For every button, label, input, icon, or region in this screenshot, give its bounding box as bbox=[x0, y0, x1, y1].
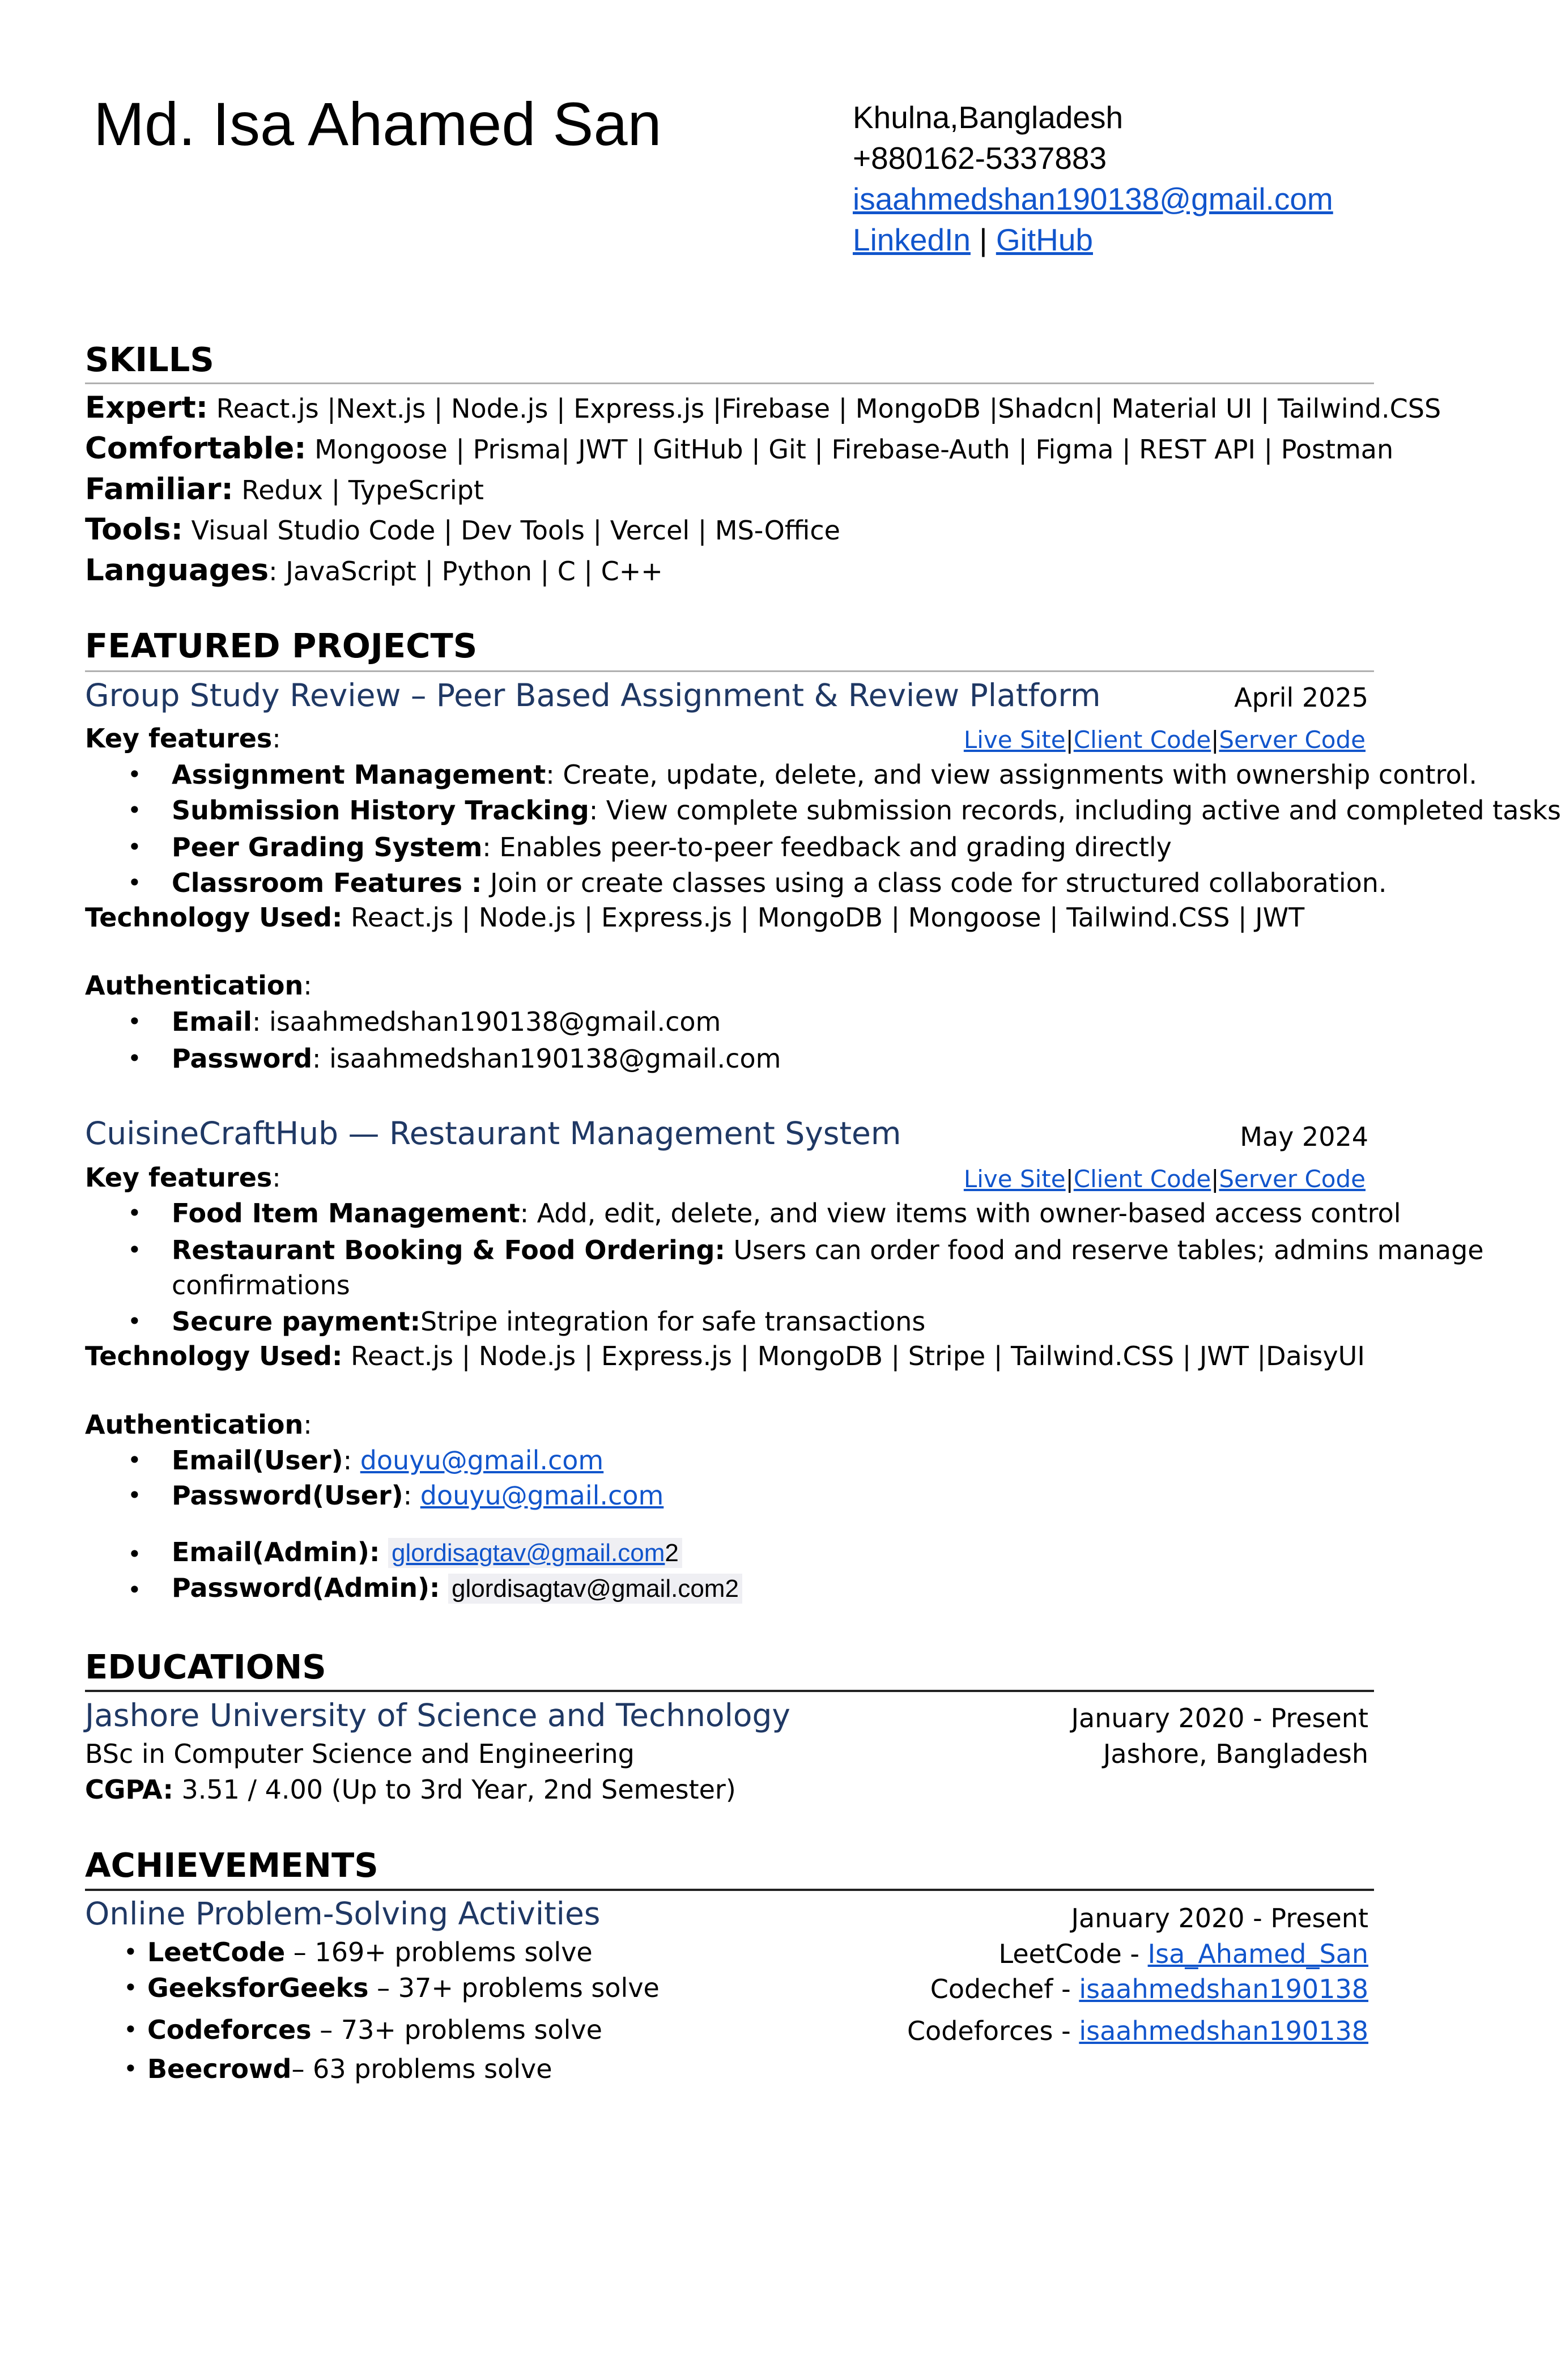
project1-bullet bbox=[172, 795, 1561, 826]
auth-label: Authentication bbox=[85, 970, 304, 1001]
project1-auth-item bbox=[172, 1043, 781, 1074]
project1-key-features bbox=[85, 723, 281, 754]
bullet-bold: Peer Grading System bbox=[172, 832, 483, 862]
skills-row-tools bbox=[85, 512, 840, 547]
project2-auth-admin bbox=[172, 1572, 742, 1603]
codeforces-profile-link[interactable]: isaahmedshan190138 bbox=[1079, 2016, 1368, 2046]
auth-item-value: : isaahmedshan190138@gmail.com bbox=[312, 1043, 781, 1074]
skills-label: Comfortable: bbox=[85, 431, 307, 466]
bullet-icon: • bbox=[127, 1044, 142, 1072]
bullet-icon: • bbox=[127, 760, 142, 788]
bullet-icon: • bbox=[127, 1008, 142, 1035]
bullet-icon: • bbox=[127, 1481, 142, 1509]
link-separator: | bbox=[1065, 726, 1074, 754]
auth-item-label: Password bbox=[172, 1043, 312, 1074]
admin-password-value: glordisagtav@gmail.com2 bbox=[448, 1574, 742, 1604]
bullet-text: : Create, update, delete, and view assignments with ownership control. bbox=[546, 759, 1477, 790]
project1-title: Group Study Review – Peer Based Assignment & Review Platform bbox=[85, 677, 1101, 713]
project2-title: CuisineCraftHub — Restaurant Management System bbox=[85, 1115, 901, 1151]
project2-auth-user bbox=[172, 1445, 604, 1476]
user-password-link[interactable]: douyu@gmail.com bbox=[420, 1480, 664, 1511]
auth-item-label: Email bbox=[172, 1006, 252, 1037]
bullet-icon: • bbox=[124, 1938, 138, 1966]
bullet-icon: • bbox=[127, 796, 142, 824]
key-features-label: Key features bbox=[85, 1162, 273, 1193]
bullet-icon: • bbox=[127, 869, 142, 896]
bullet-icon: • bbox=[127, 1576, 142, 1604]
skills-value: Mongoose | Prisma| JWT | GitHub | Git | Firebase-Auth | Figma | REST API | Postman bbox=[306, 434, 1394, 465]
skills-value: React.js |Next.js | Node.js | Express.js |Firebase | MongoDB |Shadcn| Material UI | Tailwind.CSS bbox=[207, 393, 1441, 424]
project2-auth-user bbox=[172, 1480, 664, 1511]
bullet-icon: • bbox=[127, 1236, 142, 1264]
project1-links bbox=[964, 728, 1366, 752]
skills-divider bbox=[85, 382, 1374, 384]
skills-row-comfortable bbox=[85, 431, 1394, 466]
bullet-icon: • bbox=[127, 833, 142, 861]
candidate-name: Md. Isa Ahamed San bbox=[93, 90, 662, 158]
project1-auth bbox=[85, 970, 312, 1001]
skills-row-languages bbox=[85, 553, 663, 588]
project2-auth-admin bbox=[172, 1539, 682, 1566]
admin-email-highlight bbox=[388, 1538, 682, 1568]
linkedin-link[interactable]: LinkedIn bbox=[853, 222, 971, 257]
link-separator: | bbox=[979, 222, 988, 257]
key-features-label: Key features bbox=[85, 723, 273, 754]
link-separator: | bbox=[1211, 726, 1219, 754]
achievement-platform: Codeforces bbox=[147, 2014, 312, 2045]
bullet-icon: • bbox=[124, 1974, 138, 2001]
project2-bullet bbox=[172, 1198, 1401, 1229]
user-email-link[interactable]: douyu@gmail.com bbox=[360, 1445, 604, 1476]
bullet-bold: Secure payment: bbox=[172, 1306, 421, 1337]
project1-date: April 2025 bbox=[1234, 682, 1368, 713]
achievements-heading: ACHIEVEMENTS bbox=[85, 1846, 378, 1885]
profile-label: Codechef - bbox=[930, 1974, 1079, 2004]
project2-auth bbox=[85, 1409, 312, 1440]
achievement-count: – 73+ problems solve bbox=[311, 2014, 602, 2045]
achievements-divider bbox=[85, 1889, 1374, 1891]
admin-email-link[interactable]: glordisagtav@gmail.com bbox=[391, 1539, 665, 1567]
profile-label: LeetCode - bbox=[998, 1939, 1148, 1969]
project1-bullet bbox=[172, 870, 1387, 896]
auth-label: Authentication bbox=[85, 1409, 304, 1440]
bullet-text: : View complete submission records, including active and completed tasks bbox=[589, 795, 1561, 826]
project2-key-features bbox=[85, 1164, 281, 1191]
bullet-icon: • bbox=[124, 2055, 138, 2082]
skills-label: Languages bbox=[85, 553, 269, 588]
cgpa bbox=[85, 1776, 736, 1803]
bullet-text: : Enables peer-to-peer feedback and grading directly bbox=[482, 832, 1172, 862]
skills-value: : JavaScript | Python | C | C++ bbox=[269, 556, 663, 586]
project1-bullet bbox=[172, 759, 1477, 790]
project1-tech bbox=[85, 902, 1305, 933]
bullet-text: Stripe integration for safe transactions bbox=[420, 1306, 926, 1337]
auth-item-colon: : bbox=[343, 1445, 360, 1476]
live-site-link[interactable]: Live Site bbox=[963, 726, 1066, 754]
bullet-bold: Food Item Management bbox=[172, 1198, 520, 1229]
server-code-link[interactable]: Server Code bbox=[1219, 1165, 1366, 1193]
project2-bullet bbox=[172, 1306, 926, 1337]
skills-label: Tools: bbox=[85, 512, 183, 547]
codechef-profile-link[interactable]: isaahmedshan190138 bbox=[1079, 1974, 1368, 2004]
profile-row-leetcode bbox=[999, 1941, 1368, 1967]
achievement-platform: LeetCode bbox=[147, 1937, 286, 1967]
auth-item-colon: : bbox=[403, 1480, 420, 1511]
cgpa-label: CGPA: bbox=[85, 1774, 173, 1805]
auth-item-value: : isaahmedshan190138@gmail.com bbox=[252, 1006, 721, 1037]
skills-row-familiar bbox=[85, 472, 484, 507]
live-site-link[interactable]: Live Site bbox=[963, 1165, 1066, 1193]
tech-label: Technology Used: bbox=[85, 1341, 343, 1371]
tech-value: React.js | Node.js | Express.js | MongoDB | Mongoose | Tailwind.CSS | JWT bbox=[342, 902, 1305, 933]
education-divider bbox=[85, 1690, 1374, 1692]
bullet-icon: • bbox=[124, 2016, 138, 2043]
profile-row-codeforces bbox=[907, 2018, 1368, 2044]
auth-item-label: Email(User) bbox=[172, 1445, 343, 1476]
skills-row-expert bbox=[85, 390, 1441, 425]
skills-label: Familiar: bbox=[85, 472, 233, 507]
education-heading: EDUCATIONS bbox=[85, 1647, 326, 1686]
location: Khulna,Bangladesh bbox=[853, 100, 1124, 135]
bullet-text: Users can order food and reserve tables; admins manage bbox=[725, 1235, 1484, 1265]
achievements-date: January 2020 - Present bbox=[1071, 1903, 1368, 1933]
project1-auth-item bbox=[172, 1006, 721, 1037]
bullet-icon: • bbox=[127, 1307, 142, 1335]
auth-item-label: Password(Admin): bbox=[172, 1572, 440, 1603]
auth-colon: : bbox=[303, 970, 312, 1001]
project2-bullet bbox=[172, 1237, 1484, 1263]
link-separator: | bbox=[1065, 1165, 1074, 1193]
bullet-bold: Restaurant Booking & Food Ordering: bbox=[172, 1235, 725, 1265]
bullet-text: : Add, edit, delete, and view items with owner-based access control bbox=[520, 1198, 1401, 1229]
client-code-link[interactable]: Client Code bbox=[1073, 726, 1211, 754]
auth-item-label: Password(User) bbox=[172, 1480, 403, 1511]
bullet-bold: Assignment Management bbox=[172, 759, 546, 790]
bullet-icon: • bbox=[127, 1199, 142, 1227]
skills-value: Visual Studio Code | Dev Tools | Vercel | MS-Office bbox=[182, 515, 840, 546]
link-separator: | bbox=[1211, 1165, 1219, 1193]
education-place: Jashore, Bangladesh bbox=[1103, 1739, 1368, 1769]
skills-label: Expert: bbox=[85, 390, 208, 425]
achievement-platform: GeeksforGeeks bbox=[147, 1973, 369, 2003]
skills-value: Redux | TypeScript bbox=[233, 475, 484, 505]
degree: BSc in Computer Science and Engineering bbox=[85, 1739, 635, 1769]
achievement-count: – 169+ problems solve bbox=[285, 1937, 593, 1967]
education-date: January 2020 - Present bbox=[1071, 1703, 1368, 1733]
bullet-bold: Classroom Features : bbox=[172, 868, 482, 898]
project1-bullet bbox=[172, 834, 1172, 860]
server-code-link[interactable]: Server Code bbox=[1219, 726, 1366, 754]
achievement-item bbox=[147, 1939, 593, 1965]
achievement-platform: Beecrowd bbox=[147, 2054, 292, 2084]
bullet-text: Join or create classes using a class code for structured collaboration. bbox=[482, 868, 1387, 898]
achievements-subtitle: Online Problem-Solving Activities bbox=[85, 1896, 601, 1932]
bullet-bold: Submission History Tracking bbox=[172, 795, 589, 826]
achievement-item bbox=[147, 2056, 552, 2082]
project2-date: May 2024 bbox=[1240, 1121, 1368, 1152]
achievement-item bbox=[147, 2014, 602, 2045]
profile-row-codechef bbox=[930, 1976, 1368, 2002]
achievement-count: – 63 problems solve bbox=[291, 2054, 552, 2084]
auth-item-label: Email(Admin): bbox=[172, 1537, 380, 1567]
leetcode-profile-link[interactable]: Isa_Ahamed_San bbox=[1147, 1939, 1368, 1969]
skills-heading: SKILLS bbox=[85, 340, 214, 379]
github-link[interactable]: GitHub bbox=[996, 222, 1093, 257]
project2-bullet-continuation: confirmations bbox=[172, 1270, 350, 1300]
tech-value: React.js | Node.js | Express.js | MongoDB | Stripe | Tailwind.CSS | JWT |DaisyUI bbox=[342, 1341, 1365, 1371]
tech-label: Technology Used: bbox=[85, 902, 343, 933]
profile-links bbox=[853, 224, 1093, 256]
phone: +880162-5337883 bbox=[853, 141, 1107, 176]
profile-label: Codeforces - bbox=[907, 2016, 1079, 2046]
projects-heading: FEATURED PROJECTS bbox=[85, 626, 478, 665]
project2-tech bbox=[85, 1343, 1365, 1369]
projects-divider bbox=[85, 670, 1374, 672]
project2-links bbox=[964, 1167, 1366, 1191]
bullet-icon: • bbox=[127, 1446, 142, 1474]
email-link[interactable]: isaahmedshan190138@gmail.com bbox=[853, 181, 1333, 216]
auth-colon: : bbox=[303, 1409, 312, 1440]
bullet-icon: • bbox=[127, 1540, 142, 1568]
key-features-colon: : bbox=[272, 1162, 281, 1193]
key-features-colon: : bbox=[272, 723, 281, 754]
achievement-item bbox=[147, 1975, 660, 2001]
cgpa-value: 3.51 / 4.00 (Up to 3rd Year, 2nd Semester) bbox=[173, 1774, 736, 1805]
achievement-count: – 37+ problems solve bbox=[368, 1973, 660, 2003]
school-name: Jashore University of Science and Technology bbox=[85, 1697, 790, 1733]
admin-email-suffix: 2 bbox=[665, 1539, 679, 1567]
client-code-link[interactable]: Client Code bbox=[1073, 1165, 1211, 1193]
